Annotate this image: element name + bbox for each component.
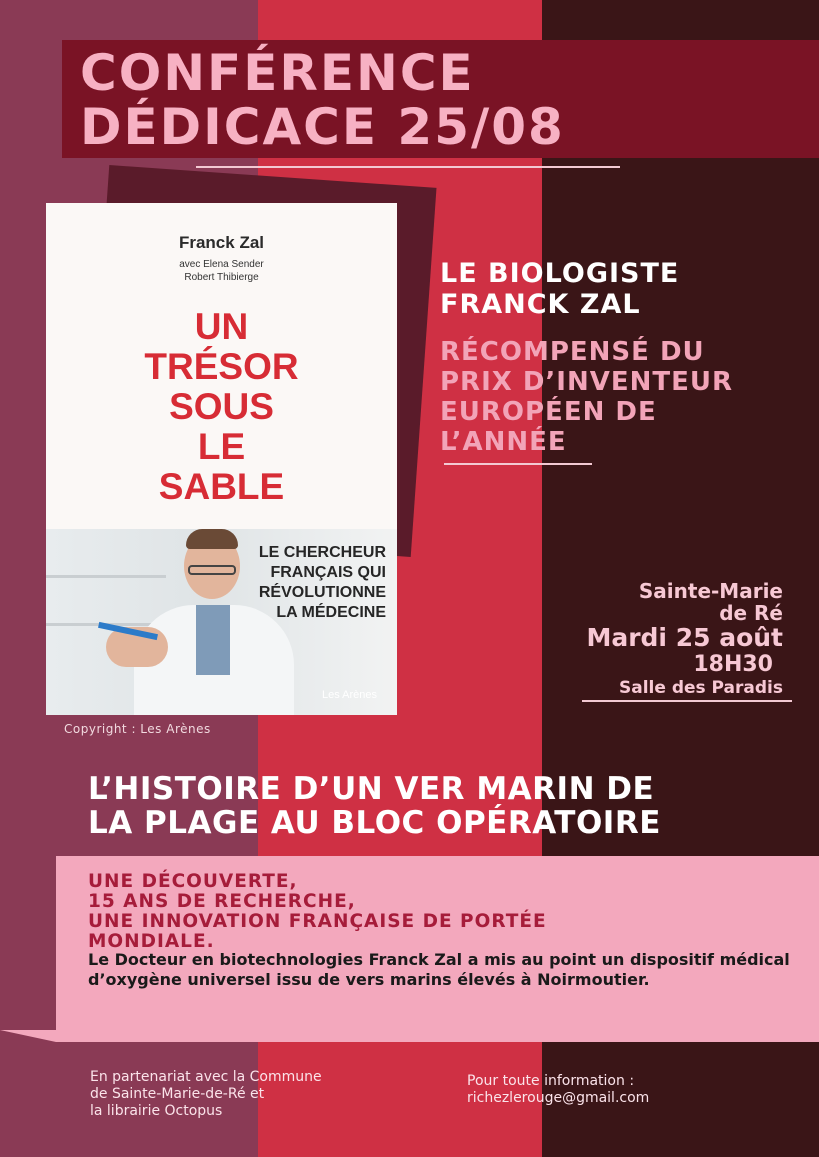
award-subheading-line: PRIX D’INVENTEUR (440, 367, 734, 397)
discovery-panel-fold (0, 1030, 56, 1042)
award-subheading (440, 337, 733, 457)
award-subheading-line: RÉCOMPENSÉ DU (440, 337, 705, 367)
poster-title-line-2: DÉDICACE 25/08 (80, 98, 565, 156)
contact-email[interactable]: richezlerouge@gmail.com (467, 1090, 650, 1106)
title-divider (196, 166, 620, 168)
partnership-note (90, 1069, 322, 1120)
book-title-line: UN (194, 306, 249, 347)
award-subheading-line: EUROPÉEN DE (440, 397, 657, 427)
partnership-line: la librairie Octopus (90, 1103, 223, 1119)
book-tagline-line: LE CHERCHEUR (258, 544, 386, 561)
book-publisher: Les Arènes (321, 689, 377, 701)
copyright-notice: Copyright : Les Arènes (64, 722, 211, 736)
event-date: Mardi 25 août (586, 623, 783, 652)
partnership-line: En partenariat avec la Commune (90, 1069, 322, 1085)
discovery-heading-line: 15 ANS DE RECHERCHE, (88, 891, 356, 912)
book-title (46, 307, 397, 507)
biologist-heading-line: FRANCK ZAL (440, 289, 641, 320)
book-tagline-line: LA MÉDECINE (276, 604, 386, 621)
partnership-line: de Sainte-Marie-de-Ré et (90, 1086, 265, 1102)
biologist-heading-line: LE BIOLOGISTE (440, 258, 680, 289)
poster-title (80, 46, 565, 154)
book-author: Franck Zal (178, 233, 265, 252)
book-title-line: LE (197, 426, 246, 467)
award-divider (444, 463, 592, 465)
history-heading (88, 772, 661, 840)
lab-shelf (46, 575, 166, 578)
award-subheading-line: L’ANNÉE (440, 427, 567, 457)
book-tagline-line: RÉVOLUTIONNE (258, 584, 386, 601)
event-place-line-2: de Ré (719, 601, 783, 625)
contact-info (467, 1073, 649, 1107)
event-venue: Salle des Paradis (619, 678, 783, 698)
event-place-line-1: Sainte-Marie (638, 579, 783, 603)
book-tagline (226, 543, 386, 623)
contact-label: Pour toute information : (467, 1073, 635, 1089)
event-time: 18H30 (693, 652, 773, 677)
event-divider (582, 700, 792, 702)
discovery-heading-line: MONDIALE. (88, 931, 215, 952)
book-cover (46, 203, 397, 715)
history-heading-line: L’HISTOIRE D’UN VER MARIN DE (88, 771, 655, 807)
book-coauthor-2: Robert Thibierge (184, 272, 259, 283)
book-coauthor-1: avec Elena Sender (179, 259, 264, 270)
poster-title-line-1: CONFÉRENCE (80, 44, 475, 102)
discovery-body: Le Docteur en biotechnologies Franck Zal a mis au point un dispositif médical d’oxygène universel issu de vers marins élevés à Noirmoutier. (88, 950, 790, 989)
history-heading-line: LA PLAGE AU BLOC OPÉRATOIRE (88, 805, 661, 841)
biologist-heading (440, 258, 679, 320)
discovery-heading-line: UNE DÉCOUVERTE, (88, 871, 298, 892)
book-title-line: SOUS (169, 386, 274, 427)
book-title-line: SABLE (158, 466, 285, 507)
shirt (196, 605, 230, 675)
discovery-heading-line: UNE INNOVATION FRANÇAISE DE PORTÉE (88, 911, 547, 932)
event-details (586, 580, 783, 699)
book-title-line: TRÉSOR (144, 346, 299, 387)
discovery-heading (88, 872, 547, 952)
book-tagline-line: FRANÇAIS QUI (270, 564, 386, 581)
